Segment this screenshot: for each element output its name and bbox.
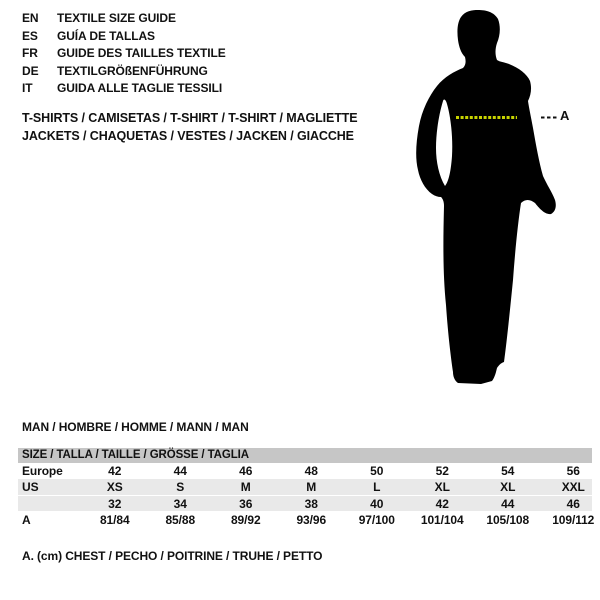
language-list <box>22 10 226 98</box>
table-cell: 46 <box>566 496 580 511</box>
table-cell: XL <box>434 480 450 494</box>
table-cell: 42 <box>108 464 122 478</box>
table-cell: XS <box>106 480 123 494</box>
language-row-it <box>22 80 226 98</box>
table-cell: 54 <box>501 464 515 478</box>
man-silhouette <box>416 10 556 384</box>
language-code: ES <box>22 28 38 43</box>
size-table-header: SIZE / TALLA / TAILLE / GRÖSSE / TAGLIA <box>18 448 592 463</box>
row-cells <box>82 496 600 511</box>
table-cell: 42 <box>435 496 449 511</box>
language-code: EN <box>22 11 39 25</box>
table-cell: 93/96 <box>296 513 327 527</box>
language-row-es <box>22 28 226 46</box>
row-cells <box>82 511 600 529</box>
language-code: IT <box>22 81 33 95</box>
table-cell: XXL <box>561 480 585 494</box>
table-cell: 36 <box>239 496 253 511</box>
table-cell: 38 <box>304 496 318 511</box>
table-cell: S <box>176 480 185 494</box>
language-row-en <box>22 10 226 28</box>
table-cell: 105/108 <box>486 513 530 527</box>
language-code: FR <box>22 46 38 60</box>
table-cell: L <box>373 480 381 494</box>
table-cell: XL <box>500 480 516 494</box>
table-cell: 81/84 <box>99 513 130 527</box>
table-cell: 89/92 <box>230 513 261 527</box>
measure-label-a: A <box>560 108 570 123</box>
man-silhouette-figure <box>405 5 600 405</box>
row-label: Europe <box>22 464 63 478</box>
language-title: GUIDE DES TAILLES TEXTILE <box>57 46 226 60</box>
table-cell: 32 <box>108 496 122 511</box>
table-cell: 46 <box>239 464 253 478</box>
section-title-man: MAN / HOMBRE / HOMME / MANN / MAN <box>22 420 249 434</box>
table-row-chest-a <box>18 511 595 529</box>
row-label: US <box>22 480 39 494</box>
language-row-de <box>22 63 226 81</box>
table-cell: 50 <box>370 464 384 478</box>
size-table <box>18 448 595 529</box>
row-cells <box>82 463 600 479</box>
row-cells <box>82 479 600 495</box>
table-row-europe <box>18 463 592 479</box>
table-row-us-numeric <box>18 496 592 511</box>
row-label: A <box>22 513 31 527</box>
measurement-footnote: A. (cm) CHEST / PECHO / POITRINE / TRUHE / PETTO <box>22 549 323 563</box>
category-jackets: JACKETS / CHAQUETAS / VESTES / JACKEN / GIACCHE <box>22 129 354 143</box>
garment-categories <box>22 109 358 145</box>
table-cell: 48 <box>304 464 318 478</box>
language-code: DE <box>22 63 39 78</box>
table-cell: M <box>240 480 251 494</box>
table-cell: 52 <box>435 464 449 478</box>
table-cell: 44 <box>501 496 515 511</box>
table-row-us <box>18 479 592 495</box>
language-title: GUIDA ALLE TAGLIE TESSILI <box>57 81 223 95</box>
table-cell: 97/100 <box>358 513 395 527</box>
language-title: GUÍA DE TALLAS <box>57 28 155 43</box>
language-row-fr <box>22 45 226 63</box>
table-cell: 34 <box>173 496 187 511</box>
table-cell: 101/104 <box>420 513 464 527</box>
table-cell: 44 <box>173 464 187 478</box>
table-cell: 56 <box>566 464 580 478</box>
table-cell: 40 <box>370 496 384 511</box>
category-tshirts: T-SHIRTS / CAMISETAS / T-SHIRT / T-SHIRT / MAGLIETTE <box>22 111 358 125</box>
language-title: TEXTILE SIZE GUIDE <box>57 11 176 25</box>
language-title: TEXTILGRÖßENFÜHRUNG <box>57 63 208 78</box>
table-cell: 85/88 <box>165 513 196 527</box>
table-cell: 109/112 <box>552 513 595 527</box>
table-cell: M <box>306 480 317 494</box>
